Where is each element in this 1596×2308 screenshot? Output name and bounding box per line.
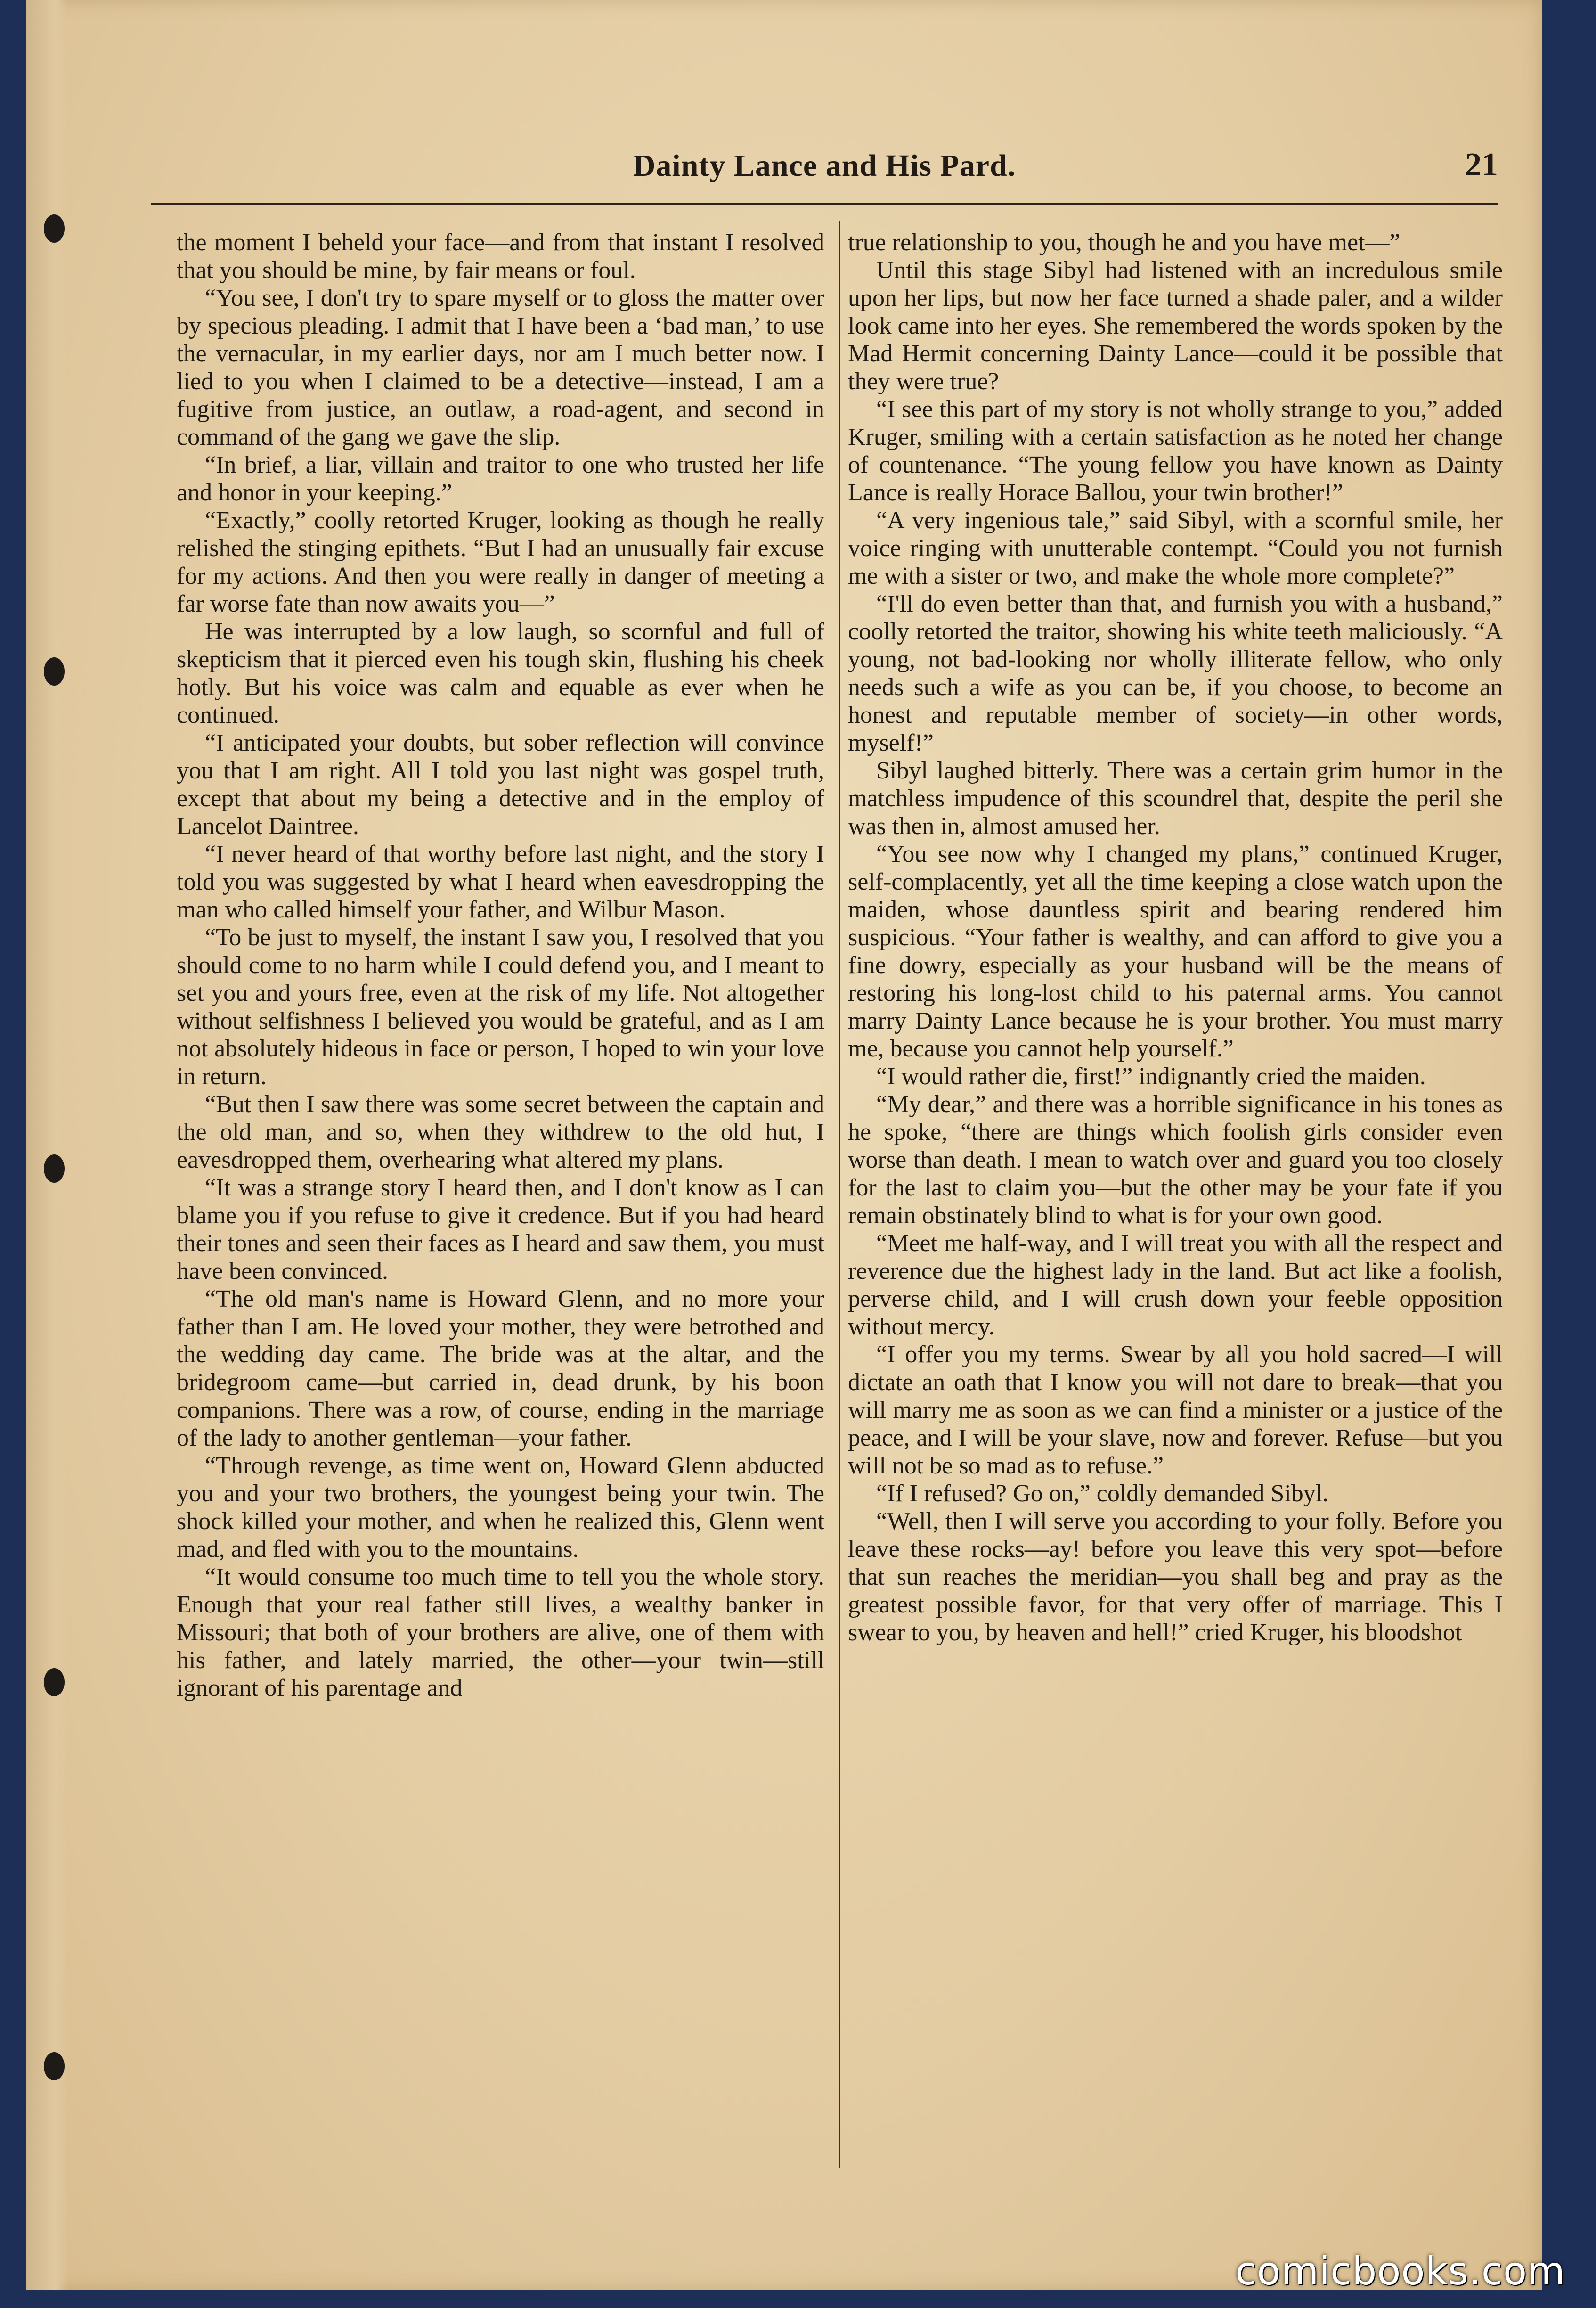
paragraph: “It would consume too much time to tell you the whole story. Enough that your real father still lives, a wealthy banker in Missouri; that both of your brothers are alive, one of them with his father, and lately married, the other—your twin—still ignorant of his parentage and xyxy=(177,1563,824,1702)
binding-hole xyxy=(44,214,65,243)
paragraph: “You see, I don't try to spare myself or to gloss the matter over by specious pleading. I admit that I have been a ‘bad man,’ to use the vernacular, in my earlier days, nor am I much better now. I lied to you when I claimed to be a detective—instead, I am a fugitive from justice, an outlaw, a road-agent, and second in command of the gang we gave the slip. xyxy=(177,285,824,450)
paragraph: “I anticipated your doubts, but sober reflection will convince you that I am right. All I told you last night was gospel truth, except that about my being a detective and in the employ of Lancelot Daintree. xyxy=(177,729,824,840)
paragraph: “Well, then I will serve you according to your folly. Before you leave these rocks—ay! before you leave this very spot—before that sun reaches the meridian—you shall beg and pray as the greatest possible favor, for that very offer of marriage. This I swear to you, by heaven and hell!” cried Kruger, his bloodshot xyxy=(848,1508,1503,1646)
paragraph: “The old man's name is Howard Glenn, and no more your father than I am. He loved your mother, they were betrothed and the wedding day came. The bride was at the altar, and the bridegroom came—but carried in, dead drunk, by his boon companions. There was a row, of course, ending in the marriage of the lady to another gentleman—your father. xyxy=(177,1285,824,1451)
header-rule xyxy=(151,203,1498,205)
left-column xyxy=(177,229,824,2170)
paragraph: “In brief, a liar, villain and traitor to one who trusted her life and honor in your keeping.” xyxy=(177,451,824,506)
paragraph: Sibyl laughed bitterly. There was a certain grim humor in the matchless impudence of this scoundrel that, despite the peril she was then in, almost amused her. xyxy=(848,757,1503,840)
paragraph: “I see this part of my story is not wholly strange to you,” added Kruger, smiling with a certain satisfaction as he noted her change of countenance. “The young fellow you have known as Dainty Lance is really Horace Ballou, your twin brother!” xyxy=(848,396,1503,506)
page-header xyxy=(151,141,1498,193)
binding-hole xyxy=(44,657,65,686)
paragraph: “I offer you my terms. Swear by all you hold sacred—I will dictate an oath that I know you will not dare to break—that you will marry me as soon as we can find a minister or a justice of the peace, and I will be your slave, now and forever. Refuse—but you will not be so mad as to refuse.” xyxy=(848,1341,1503,1479)
paragraph: “To be just to myself, the instant I saw you, I resolved that you should come to no harm while I could defend you, and I meant to set you and yours free, even at the risk of my life. Not altogether without selfishness I believed you would be grateful, and as I am not absolutely hideous in face or person, I hoped to win your love in return. xyxy=(177,924,824,1090)
paragraph: “A very ingenious tale,” said Sibyl, with a scornful smile, her voice ringing with unutterable contempt. “Could you not furnish me with a sister or two, and make the whole more complete?” xyxy=(848,507,1503,589)
paragraph: “Meet me half-way, and I will treat you with all the respect and reverence due the highest lady in the land. But act like a foolish, perverse child, and I will crush down your feeble opposition without mercy. xyxy=(848,1230,1503,1340)
binding-hole xyxy=(44,2052,65,2080)
paragraph: “My dear,” and there was a horrible significance in his tones as he spoke, “there are things which foolish girls consider even worse than death. I mean to watch over and guard you too closely for the last to claim you—but the other may be your fate if you remain obstinately blind to what is for your own good. xyxy=(848,1091,1503,1229)
binding-hole xyxy=(44,1668,65,1696)
running-title: Dainty Lance and His Pard. xyxy=(633,148,1016,183)
page-number: 21 xyxy=(1465,147,1498,183)
paragraph: “I'll do even better than that, and furnish you with a husband,” coolly retorted the traitor, showing his white teeth maliciously. “A young, not bad-looking nor wholly illiterate fellow, who only needs such a wife as you can be, if you choose, to become an honest and reputable member of society—in other words, myself!” xyxy=(848,590,1503,756)
paragraph: “I never heard of that worthy before last night, and the story I told you was suggested by what I heard when eavesdropping the man who called himself your father, and Wilbur Mason. xyxy=(177,841,824,923)
paragraph: “Exactly,” coolly retorted Kruger, looking as though he really relished the stinging epithets. “But I had an unusually fair excuse for my actions. And then you were really in danger of meeting a far worse fate than now awaits you—” xyxy=(177,507,824,617)
paragraph: “But then I saw there was some secret between the captain and the old man, and so, when they withdrew to the old hut, I eavesdropped them, overhearing what altered my plans. xyxy=(177,1091,824,1173)
paragraph: “If I refused? Go on,” coldly demanded Sibyl. xyxy=(876,1480,1329,1507)
paragraph: the moment I beheld your face—and from that instant I resolved that you should be mine, by fair means or foul. xyxy=(177,229,824,284)
binding-gutter xyxy=(26,0,68,2290)
paragraph: He was interrupted by a low laugh, so scornful and full of skepticism that it pierced even his tough skin, flushing his cheek hotly. But his voice was calm and equable as ever when he continued. xyxy=(177,618,824,728)
paragraph: “You see now why I changed my plans,” continued Kruger, self-complacently, yet all the time keeping a close watch upon the maiden, whose dauntless spirit and bearing rendered him suspicious. “Your father is wealthy, and can afford to give you a fine dowry, especially as your husband will be the means of restoring his long-lost child to his paternal arms. You cannot marry Dainty Lance because he is your brother. You must marry me, because you cannot help yourself.” xyxy=(848,841,1503,1062)
paragraph: “It was a strange story I heard then, and I don't know as I can blame you if you refuse to give it credence. But if you had heard their tones and seen their faces as I heard and saw them, you must have been convinced. xyxy=(177,1174,824,1285)
column-divider xyxy=(839,221,840,2168)
binding-hole xyxy=(44,1154,65,1183)
right-column xyxy=(848,229,1503,2170)
paragraph: Until this stage Sibyl had listened with an incredulous smile upon her lips, but now her face turned a shade paler, and a wilder look came into her eyes. She remembered the words spoken by the Mad Hermit concerning Dainty Lance—could it be possible that they were true? xyxy=(848,257,1503,395)
paragraph: “Through revenge, as time went on, Howard Glenn abducted you and your two brothers, the youngest being your twin. The shock killed your mother, and when he realized this, Glenn went mad, and fled with you to the mountains. xyxy=(177,1452,824,1563)
paragraph: “I would rather die, first!” indignantly cried the maiden. xyxy=(876,1063,1426,1090)
watermark: comicbooks.com xyxy=(1235,2249,1565,2294)
paragraph: true relationship to you, though he and you have met—” xyxy=(848,229,1401,256)
